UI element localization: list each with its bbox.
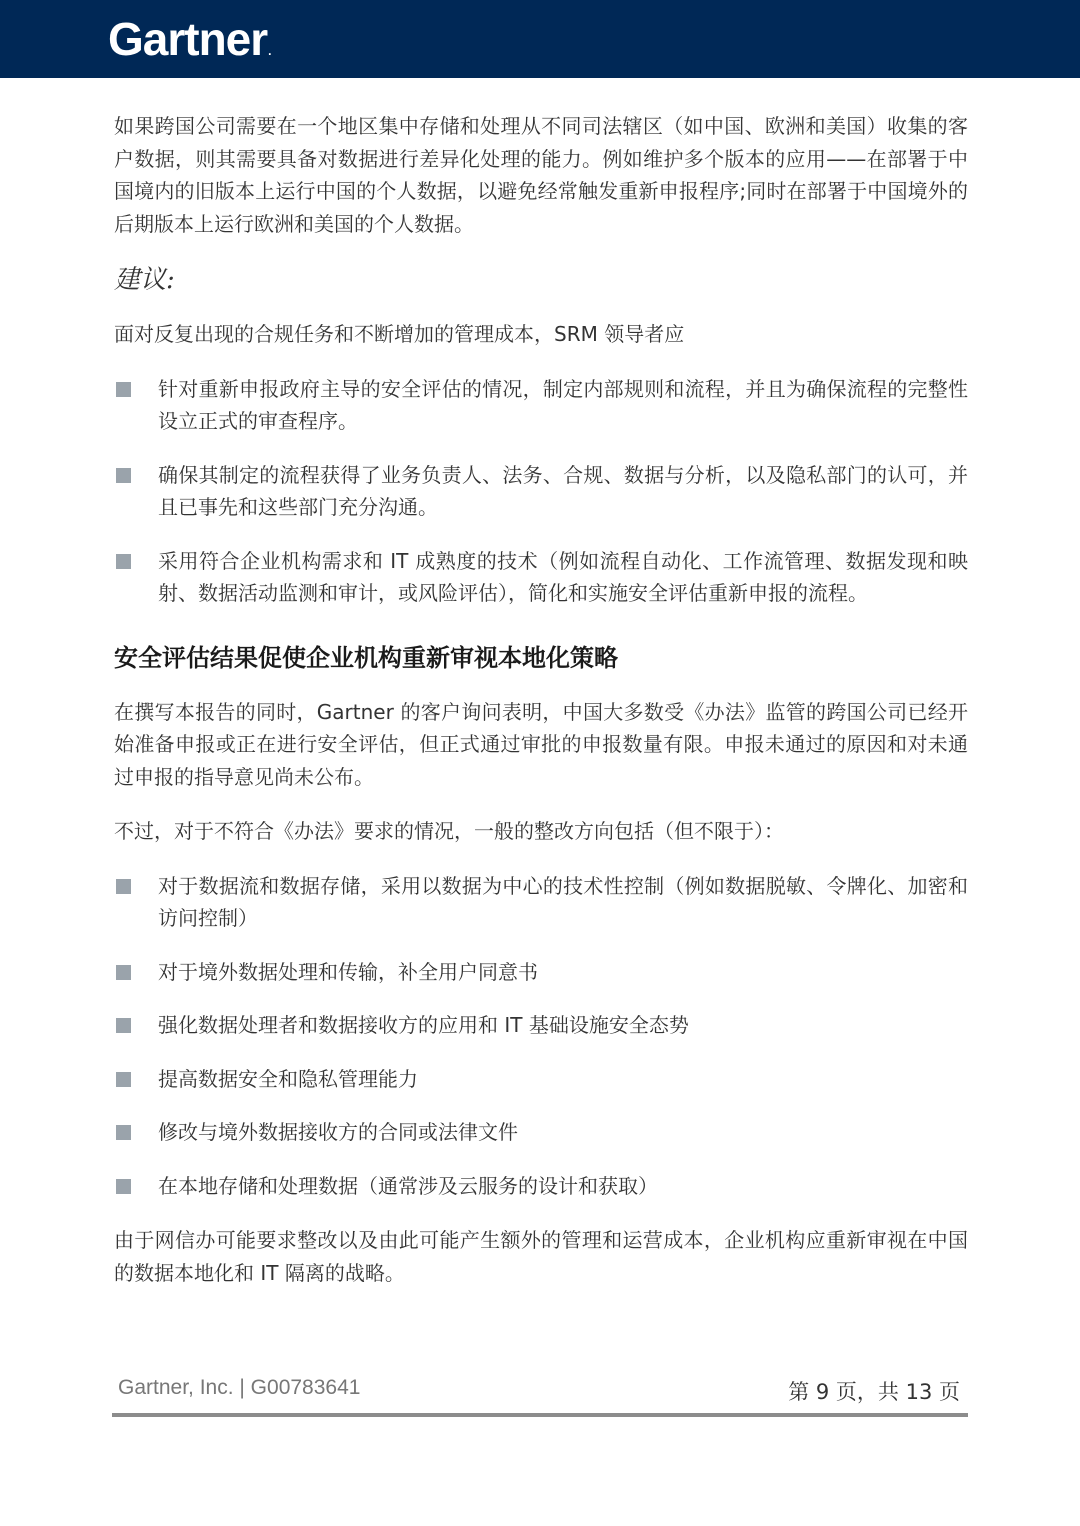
footer-divider [112, 1413, 968, 1417]
logo-text: Gartner [108, 13, 268, 65]
list-item-text: 对于数据流和数据存储，采用以数据为中心的技术性控制（例如数据脱敏、令牌化、加密和访问控制） [158, 873, 968, 930]
list-item-text: 提高数据安全和隐私管理能力 [158, 1066, 418, 1091]
square-bullet-icon [116, 879, 131, 894]
list-item-text: 修改与境外数据接收方的合同或法律文件 [158, 1120, 518, 1144]
list-item [114, 1170, 968, 1203]
footer-document-id: Gartner, Inc. | G00783641 [118, 1376, 361, 1399]
recommendations-heading: 建议: [114, 265, 175, 295]
page-content [114, 110, 968, 1311]
list-item-text: 确保其制定的流程获得了业务负责人、法务、合规、数据与分析，以及隐私部门的认可，并且已事先和这些部门充分沟通。 [158, 462, 968, 519]
square-bullet-icon [116, 1125, 131, 1140]
square-bullet-icon [116, 468, 131, 483]
square-bullet-icon [116, 1018, 131, 1033]
page-footer [114, 1372, 968, 1408]
list-item [114, 459, 968, 524]
recommendations-list [114, 373, 968, 610]
section-paragraph-1: 在撰写本报告的同时，Gartner 的客户询问表明，中国大多数受《办法》监管的跨国公司已经开始准备申报或正在进行安全评估，但正式通过审批的申报数量有限。申报未通过的原因和对未通过申报的指导意见尚未公布。 [114, 699, 968, 789]
section-heading: 安全评估结果促使企业机构重新审视本地化策略 [114, 643, 618, 672]
list-item-text: 强化数据处理者和数据接收方的应用和 IT 基础设施安全态势 [158, 1013, 689, 1037]
list-item [114, 1063, 968, 1096]
section-paragraph-2: 不过，对于不符合《办法》要求的情况，一般的整改方向包括（但不限于）： [114, 819, 784, 843]
list-item-text: 在本地存储和处理数据（通常涉及云服务的设计和获取） [158, 1173, 658, 1198]
square-bullet-icon [116, 382, 131, 397]
list-item [114, 545, 968, 610]
page-number: 第 9 页，共 13 页 [788, 1380, 960, 1404]
list-item [114, 373, 968, 438]
list-item [114, 1009, 968, 1042]
square-bullet-icon [116, 554, 131, 569]
list-item-text: 采用符合企业机构需求和 IT 成熟度的技术（例如流程自动化、工作流管理、数据发现和映射、数据活动监测和审计，或风险评估），简化和实施安全评估重新申报的流程。 [158, 548, 968, 605]
recommendations-lead: 面对反复出现的合规任务和不断增加的管理成本，SRM 领导者应 [114, 322, 685, 346]
list-item [114, 870, 968, 935]
remediation-list [114, 870, 968, 1203]
square-bullet-icon [116, 1072, 131, 1087]
page-header [0, 0, 1080, 78]
gartner-logo [108, 12, 271, 78]
list-item [114, 956, 968, 989]
list-item-text: 对于境外数据处理和传输，补全用户同意书 [158, 959, 538, 984]
intro-paragraph: 如果跨国公司需要在一个地区集中存储和处理从不同司法辖区（如中国、欧洲和美国）收集的客户数据，则其需要具备对数据进行差异化处理的能力。例如维护多个版本的应用——在部署于中国境内的旧版本上运行中国的个人数据，以避免经常触发重新申报程序;同时在部署于中国境外的后期版本上运行欧洲和美国的个人数据。 [114, 114, 968, 236]
logo-mark: . [268, 44, 271, 58]
section-paragraph-3: 由于网信办可能要求整改以及由此可能产生额外的管理和运营成本，企业机构应重新审视在中国的数据本地化和 IT 隔离的战略。 [114, 1228, 968, 1285]
list-item [114, 1116, 968, 1149]
square-bullet-icon [116, 1179, 131, 1194]
list-item-text: 针对重新申报政府主导的安全评估的情况，制定内部规则和流程，并且为确保流程的完整性设立正式的审查程序。 [158, 376, 968, 433]
square-bullet-icon [116, 965, 131, 980]
